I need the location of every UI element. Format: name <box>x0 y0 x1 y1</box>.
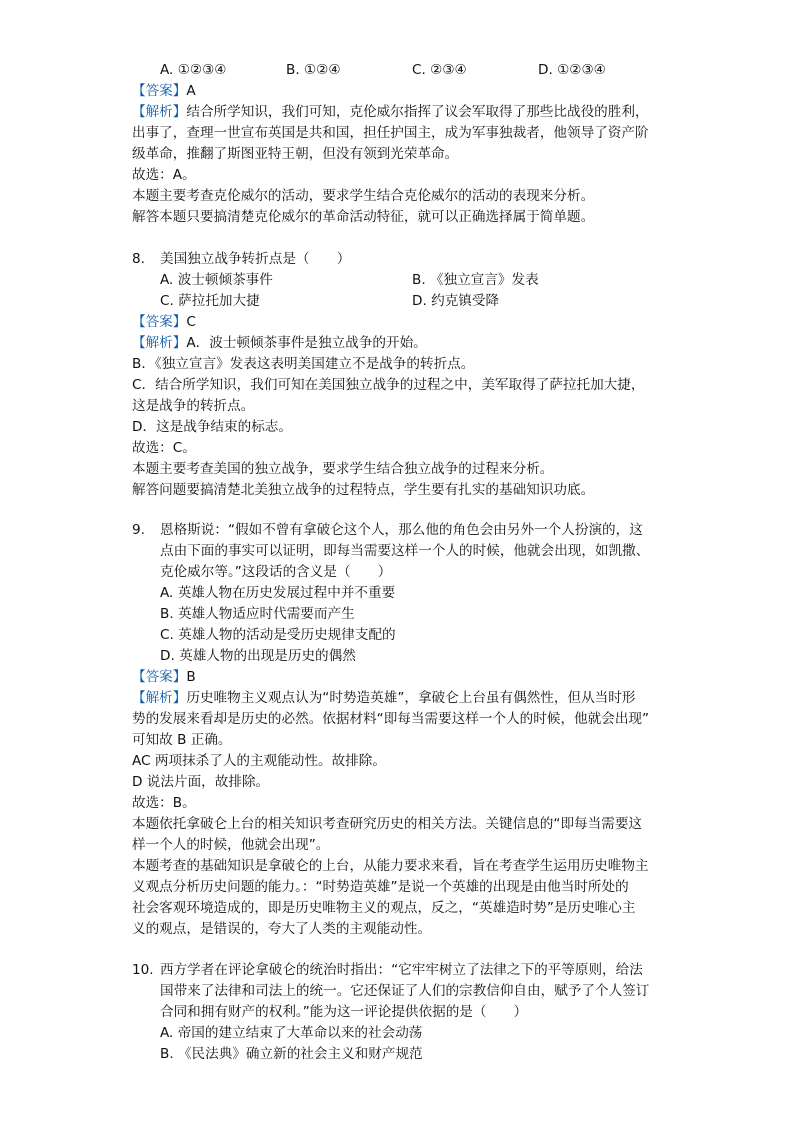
answer-value: B <box>186 669 196 685</box>
q7-option-a: A. ①②③④ <box>160 62 227 78</box>
q7-analysis-line: 出事了，查理一世宣布英国是共和国，担任护国主，成为军事独裁者，他领导了资产阶 <box>132 125 649 141</box>
q10-option-a: A. 帝国的建立结束了大革命以来的社会动荡 <box>160 1025 423 1041</box>
q8-analysis-line: C．结合所学知识，我们可知在美国独立战争的过程之中，美军取得了萨拉托加大捷， <box>132 377 645 393</box>
q10-stem-line: 合同和拥有财产的权利。”能为这一评论提供依据的是（ ） <box>160 1004 528 1020</box>
q8-analysis-line: D．这是战争结束的标志。 <box>132 419 292 435</box>
q7-option-d: D. ①②③④ <box>538 62 606 78</box>
q9-analysis-line: 可知故 B 正确。 <box>132 732 232 748</box>
q9-analysis-line: AC 两项抹杀了人的主观能动性。故排除。 <box>132 753 386 769</box>
q9-analysis-line: 社会客观环境造成的，即是历史唯物主义的观点，反之，“英雄造时势”是历史唯心主 <box>132 900 636 916</box>
q9-option-a: A. 英雄人物在历史发展过程中并不重要 <box>160 585 396 601</box>
q9-answer <box>132 667 196 687</box>
q9-analysis-line: 故选：B。 <box>132 795 196 811</box>
q9-number: 9. <box>132 522 145 538</box>
q8-analysis-line <box>132 333 427 353</box>
q9-stem-line: 恩格斯说：“假如不曾有拿破仑这个人，那么他的角色会由另外一个人扮演的，这 <box>160 522 643 538</box>
q9-option-d: D. 英雄人物的出现是历史的偶然 <box>160 648 356 664</box>
q8-analysis-line: 本题主要考查美国的独立战争，要求学生结合独立战争的过程来分析。 <box>132 461 554 477</box>
q9-analysis-line: 样一个人的时候，他就会出现”。 <box>132 837 330 853</box>
answer-value: A <box>186 83 196 99</box>
q9-option-b: B. 英雄人物适应时代需要而产生 <box>160 606 355 622</box>
q8-analysis-line: 故选：C。 <box>132 440 196 456</box>
q10-number: 10. <box>132 962 154 978</box>
answer-value: C <box>186 314 196 330</box>
q7-answer <box>132 81 196 101</box>
q7-analysis-line: 本题主要考查克伦威尔的活动，要求学生结合克伦威尔的活动的表现来分析。 <box>132 188 595 204</box>
q9-option-c: C. 英雄人物的活动是受历史规律支配的 <box>160 627 396 643</box>
q7-option-c: C. ②③④ <box>412 62 467 78</box>
q7-option-b: B. ①②④ <box>286 62 341 78</box>
analysis-text: 历史唯物主义观点认为“时势造英雄”，拿破仑上台虽有偶然性，但从当时形 <box>186 690 636 706</box>
q7-analysis-line: 级革命，推翻了斯图亚特王朝，但没有领到光荣革命。 <box>132 146 459 162</box>
q9-analysis-line: 义的观点，是错误的，夸大了人类的主观能动性。 <box>132 921 432 937</box>
q9-stem-line: 点由下面的事实可以证明，即每当需要这样一个人的时候，他就会出现，如凯撒、 <box>160 543 650 559</box>
q7-analysis-line: 解答本题只要搞清楚克伦威尔的革命活动特征，就可以正确选择属于简单题。 <box>132 209 595 225</box>
q8-answer <box>132 312 196 332</box>
q7-analysis-line: 故选：A。 <box>132 167 196 183</box>
q8-analysis-line: 这是战争的转折点。 <box>132 398 255 414</box>
q7-analysis-line <box>132 102 649 122</box>
answer-tag: 【答案】 <box>132 83 187 99</box>
q8-option-a: A. 波士顿倾茶事件 <box>160 272 273 288</box>
q9-analysis-line: 本题考查的基础知识是拿破仑的上台，从能力要求来看，旨在考查学生运用历史唯物主 <box>132 858 649 874</box>
q9-stem-line: 克伦威尔等。”这段话的含义是（ ） <box>160 564 392 580</box>
analysis-tag: 【解析】 <box>132 335 187 351</box>
q9-analysis-line: 义观点分析历史问题的能力。：“时势造英雄”是说一个英雄的出现是由他当时所处的 <box>132 879 629 895</box>
q9-analysis-line: 本题依托拿破仑上台的相关知识考查研究历史的相关方法。关键信息的“即每当需要这 <box>132 816 643 832</box>
q9-analysis-line <box>132 688 635 708</box>
q8-analysis-line: 解答问题要搞清楚北美独立战争的过程特点，学生要有扎实的基础知识功底。 <box>132 482 595 498</box>
q8-analysis-line: B．《独立宣言》发表这表明美国建立不是战争的转折点。 <box>132 356 475 372</box>
q8-stem: 美国独立战争转折点是（ ） <box>160 251 351 267</box>
q9-analysis-line: 势的发展来看却是历史的必然。依据材料“即每当需要这样一个人的时候，他就会出现” <box>132 711 650 727</box>
analysis-tag: 【解析】 <box>132 104 187 120</box>
analysis-text: A．波士顿倾茶事件是独立战争的开始。 <box>186 335 427 351</box>
q10-stem-line: 国带来了法律和司法上的统一。它还保证了人们的宗教信仰自由，赋予了个人签订 <box>160 983 650 999</box>
answer-tag: 【答案】 <box>132 314 187 330</box>
answer-tag: 【答案】 <box>132 669 187 685</box>
analysis-text: 结合所学知识，我们可知，克伦威尔指挥了议会军取得了那些比战役的胜利， <box>186 104 649 120</box>
q8-option-d: D. 约克镇受降 <box>412 293 500 309</box>
q8-option-c: C. 萨拉托加大捷 <box>160 293 260 309</box>
q10-option-b: B. 《民法典》确立新的社会主义和财产规范 <box>160 1046 423 1062</box>
analysis-tag: 【解析】 <box>132 690 187 706</box>
q8-option-b: B. 《独立宣言》发表 <box>412 272 539 288</box>
q8-number: 8. <box>132 251 145 267</box>
q9-analysis-line: D 说法片面，故排除。 <box>132 774 270 790</box>
q10-stem-line: 西方学者在评论拿破仑的统治时指出：“它牢牢树立了法律之下的平等原则，给法 <box>160 962 643 978</box>
